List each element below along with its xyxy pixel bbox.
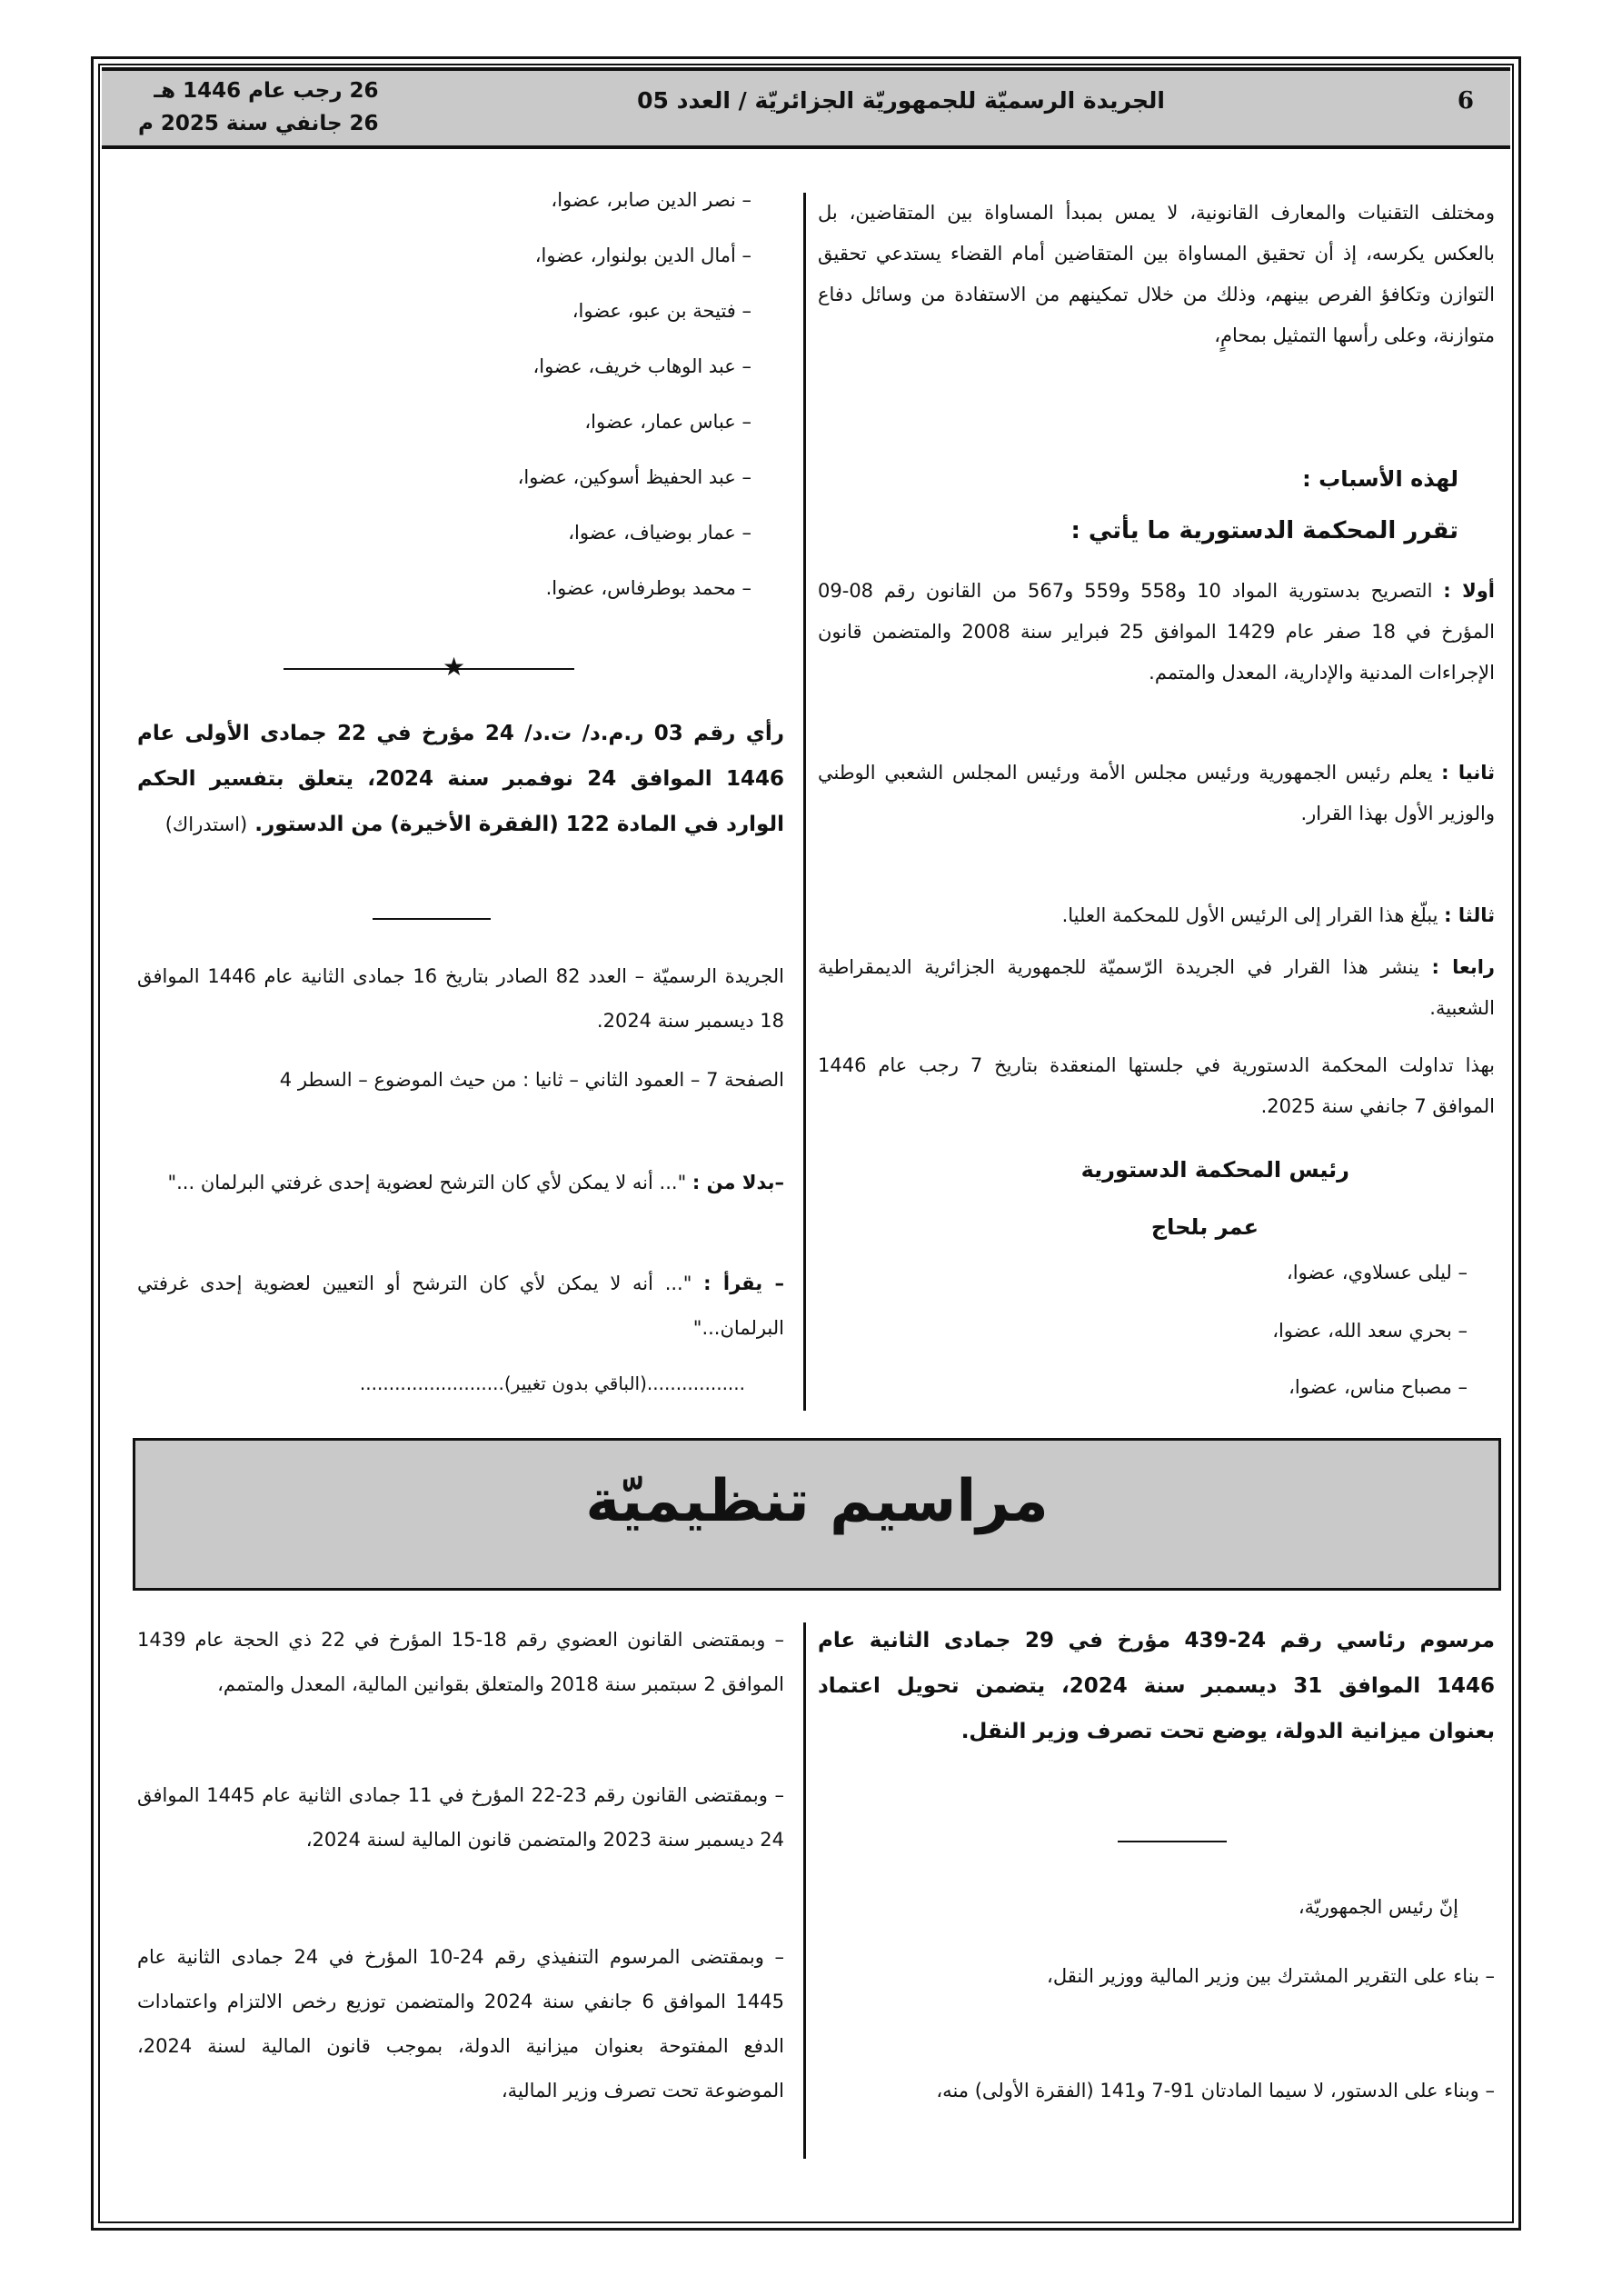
intro-paragraph: ومختلف التقنيات والمعارف القانونية، لا يمس بمبدأ المساواة بين المتقاضين، بل بالعكس يكرسه، إذ أن تحقيق المساواة بين المتقاضين أمام القضاء يستدعي تحقيق التوازن وتكافؤ الفرص بينهم، وذلك من خلال تمكينهم من الاستفادة من وسائل دفاع متوازنة، وعلى رأسها التمثيل بمحامٍ، (818, 202, 1495, 346)
preamble-paragraph: – بناء على التقرير المشترك بين وزير المالية ووزير النقل، (1047, 1965, 1495, 1987)
read-text: "... أنه لا يمكن لأي كان الترشح أو التعيين لعضوية إحدى غرفتي البرلمان..." (137, 1273, 784, 1339)
member-item: – عباس عمار، عضوا، (584, 411, 751, 433)
instead-label: –بدلا من : (692, 1172, 784, 1193)
opening-line: إنّ رئيس الجمهوريّة، (1298, 1896, 1458, 1918)
page-number: 6 (1457, 87, 1474, 115)
location-paragraph: الصفحة 7 – العمود الثاني – ثانيا : من حيث الموضوع – السطر 4 (279, 1069, 784, 1091)
item-text: يبلّغ هذا القرار إلى الرئيس الأول للمحكمة العليا. (1061, 904, 1438, 926)
member-item: – عمار بوضياف، عضوا، (568, 522, 751, 544)
item-text: ينشر هذا القرار في الجريدة الرّسميّة للجمهورية الجزائرية الديمقراطية الشعبية. (818, 956, 1495, 1019)
read-paragraph (137, 1262, 784, 1351)
member-item: – عبد الحفيظ أسوكين، عضوا، (517, 466, 751, 488)
opinion-note: (استدراك) (164, 814, 248, 835)
item-fourth (818, 947, 1495, 1029)
president-name: عمر بلحاج (1150, 1214, 1259, 1240)
read-label: – يقرأ : (703, 1273, 785, 1294)
reasons-heading: لهذه الأسباب : (1302, 466, 1458, 492)
instead-text: "... أنه لا يمكن لأي كان الترشح لعضوية إحدى غرفتي البرلمان ..." (167, 1172, 687, 1193)
member-item: – بحري سعد الله، عضوا، (1272, 1320, 1468, 1342)
member-item: – عبد الوهاب خريف، عضوا، (532, 355, 751, 377)
item-text: يعلم رئيس الجمهورية ورئيس مجلس الأمة ورئيس المجلس الشعبي الوطني والوزير الأول بهذا القرار. (818, 762, 1495, 824)
preamble-paragraph: – وبمقتضى القانون رقم 23-22 المؤرخ في 11 جمادى الثانية عام 1445 الموافق 24 ديسمبر سنة 2023 والمتضمن قانون المالية لسنة 2024، (137, 1784, 784, 1851)
preamble-paragraph: – وبناء على الدستور، لا سيما المادتان 91-7 و141 (الفقرة الأولى) منه، (936, 2080, 1495, 2101)
item-label: ثالثا : (1444, 904, 1495, 926)
item-first (818, 571, 1495, 694)
page-header (102, 67, 1510, 149)
member-item: – أمال الدين بولنوار، عضوا، (534, 245, 751, 266)
section-banner (133, 1438, 1501, 1591)
star-divider (284, 668, 574, 670)
item-third (818, 895, 1495, 936)
banner-title: مراسيم تنظيميّة (585, 1468, 1049, 1535)
item-label: رابعا : (1431, 956, 1495, 978)
opinion-heading-text: رأي رقم 03 ر.م.د/ ت.د/ 24 مؤرخ في 22 جمادى الأولى عام 1446 الموافق 24 نوفمبر سنة 2024، يتعلق بتفسير الحكم الوارد في المادة 122 (الفقرة الأخيرة) من الدستور. (137, 722, 784, 836)
member-item: – نصر الدين صابر، عضوا، (551, 189, 751, 211)
item-label: أولا : (1443, 580, 1495, 602)
journal-title: الجريدة الرسميّة للجمهوريّة الجزائريّة / العدد 05 (637, 87, 1165, 114)
member-item: – ليلى عسلاوي، عضوا، (1286, 1262, 1468, 1283)
column-divider (803, 193, 806, 1411)
item-text: التصريح بدستورية المواد 10 و558 و559 و567 من القانون رقم 08-09 المؤرخ في 18 صفر عام 1429 الموافق 25 فبراير سنة 2008 والمتضمن قانون الإجراءات المدنية والإدارية، المعدل والمتمم. (818, 580, 1496, 684)
reference-paragraph: الجريدة الرسميّة – العدد 82 الصادر بتاريخ 16 جمادى الثانية عام 1446 الموافق 18 ديسمبر سنة 2024. (137, 965, 785, 1032)
opinion-heading (137, 711, 784, 847)
column-divider-bottom (803, 1622, 806, 2159)
instead-paragraph (137, 1161, 784, 1205)
rest-unchanged: .................(الباقي بدون تغيير)......................... (359, 1373, 745, 1394)
preamble-paragraph: – وبمقتضى القانون العضوي رقم 18-15 المؤرخ في 22 ذي الحجة عام 1439 الموافق 2 سبتمبر سنة 2018 والمتعلق بقوانين المالية، المعدل والمتمم، (137, 1629, 784, 1695)
preamble-paragraph: – وبمقتضى المرسوم التنفيذي رقم 24-10 المؤرخ في 24 جمادى الثانية عام 1445 الموافق 6 جانفي سنة 2024 والمتضمن توزيع رخص الالتزام واعتمادات الدفع المفتوحة بعنوان ميزانية الدولة، بموجب قانون المالية لسنة 2024، الموضوعة تحت تصرف وزير المالية، (137, 1946, 784, 2101)
decree-heading: مرسوم رئاسي رقم 24-439 مؤرخ في 29 جمادى الثانية عام 1446 الموافق 31 ديسمبر سنة 2024، يتضمن تحويل اعتماد بعنوان ميزانية الدولة، يوضع تحت تصرف وزير النقل. (818, 1629, 1495, 1743)
member-item: – مصباح مناس، عضوا، (1289, 1376, 1468, 1398)
date-gregorian: 26 جانفي سنة 2025 م (138, 112, 379, 135)
item-label: ثانيا : (1441, 762, 1495, 784)
item-second (818, 753, 1495, 834)
date-hijri: 26 رجب عام 1446 هـ (154, 79, 379, 103)
deliberation-paragraph: بهذا تداولت المحكمة الدستورية في جلستها المنعقدة بتاريخ 7 رجب عام 1446 الموافق 7 جانفي سنة 2025. (818, 1054, 1496, 1117)
issue-date (138, 75, 379, 140)
member-item: – محمد بوطرفاس، عضوا. (545, 577, 751, 599)
member-item: – فتيحة بن عبو، عضوا، (572, 300, 751, 322)
decision-heading: تقرر المحكمة الدستورية ما يأتي : (1070, 517, 1458, 544)
section-rule (1118, 1841, 1227, 1842)
star-icon: ★ (443, 652, 466, 682)
section-rule (373, 918, 491, 920)
president-title: رئيس المحكمة الدستورية (1080, 1157, 1349, 1183)
